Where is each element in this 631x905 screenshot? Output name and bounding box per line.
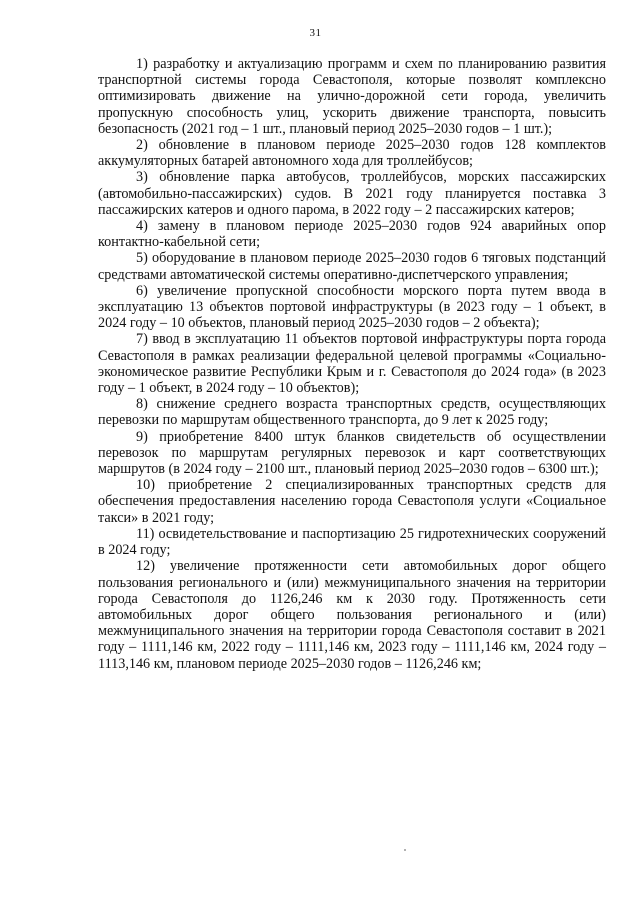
list-item-6: 6) увеличение пропускной способности морского порта путем ввода в эксплуатацию 13 объектов портовой инфраструктуры (в 2023 году – 1 объект, в 2024 году – 10 объектов, плановый период 2025–2030 годов – 2 объекта); <box>98 282 606 332</box>
list-item-10: 10) приобретение 2 специализированных транспортных средств для обеспечения предоставления населению города Севастополя услуги «Социальное такси» в 2021 году; <box>98 477 606 526</box>
list-item-8: 8) снижение среднего возраста транспортных средств, осуществляющих перевозки по маршрутам общественного транспорта, до 9 лет к 2025 году; <box>98 396 606 429</box>
document-body <box>98 56 606 672</box>
list-item-12: 12) увеличение протяженности сети автомобильных дорог общего пользования регионального и (или) межмуниципального значения на территории города Севастополя до 1126,246 км к 2030 году. Протяженность сети автомобильных дорог общего пользования регионального и (или) межмуниципального значения на территории города Севастополя составит в 2021 году – 1111,146 км, 2022 году – 1111,146 км, 2023 году – 1111,146 км, 2024 году – 1113,146 км, плановом периоде 2025–2030 годов – 1126,246 км; <box>98 558 606 672</box>
list-item-7: 7) ввод в эксплуатацию 11 объектов портовой инфраструктуры порта города Севастополя в рамках реализации федеральной целевой программы «Социально-экономическое развитие Республики Крым и г. Севастополя до 2024 года» (в 2023 году – 1 объект, в 2024 году – 10 объектов); <box>98 331 606 397</box>
scan-speck <box>404 849 406 851</box>
list-item-11: 11) освидетельствование и паспортизацию 25 гидротехнических сооружений в 2024 году; <box>98 525 606 559</box>
list-item-1: 1) разработку и актуализацию программ и схем по планированию развития транспортной системы города Севастополя, которые позволят комплексно оптимизировать движение на улично-дорожной сети города, увеличить пропускную способность улиц, ускорить движение транспорта, повысить безопасность (2021 год – 1 шт., плановый период 2025–2030 годов – 1 шт.); <box>98 56 606 137</box>
list-item-5: 5) оборудование в плановом периоде 2025–2030 годов 6 тяговых подстанций средствами автоматической системы оперативно-диспетчерского управления; <box>98 250 606 283</box>
list-item-4: 4) замену в плановом периоде 2025–2030 годов 924 аварийных опор контактно-кабельной сети; <box>98 218 606 251</box>
page-number: 31 <box>309 27 322 39</box>
list-item-3: 3) обновление парка автобусов, троллейбусов, морских пассажирских (автомобильно-пассажирских) судов. В 2021 году планируется поставка 3 пассажирских катеров и одного парома, в 2022 году – 2 пассажирских катеров; <box>98 169 606 218</box>
list-item-9: 9) приобретение 8400 штук бланков свидетельств об осуществлении перевозок по маршрутам регулярных перевозок и карт соответствующих маршрутов (в 2024 году – 2100 шт., плановый период 2025–2030 годов – 6300 шт.); <box>98 428 606 478</box>
list-item-2: 2) обновление в плановом периоде 2025–2030 годов 128 комплектов аккумуляторных батарей автономного хода для троллейбусов; <box>98 137 606 170</box>
